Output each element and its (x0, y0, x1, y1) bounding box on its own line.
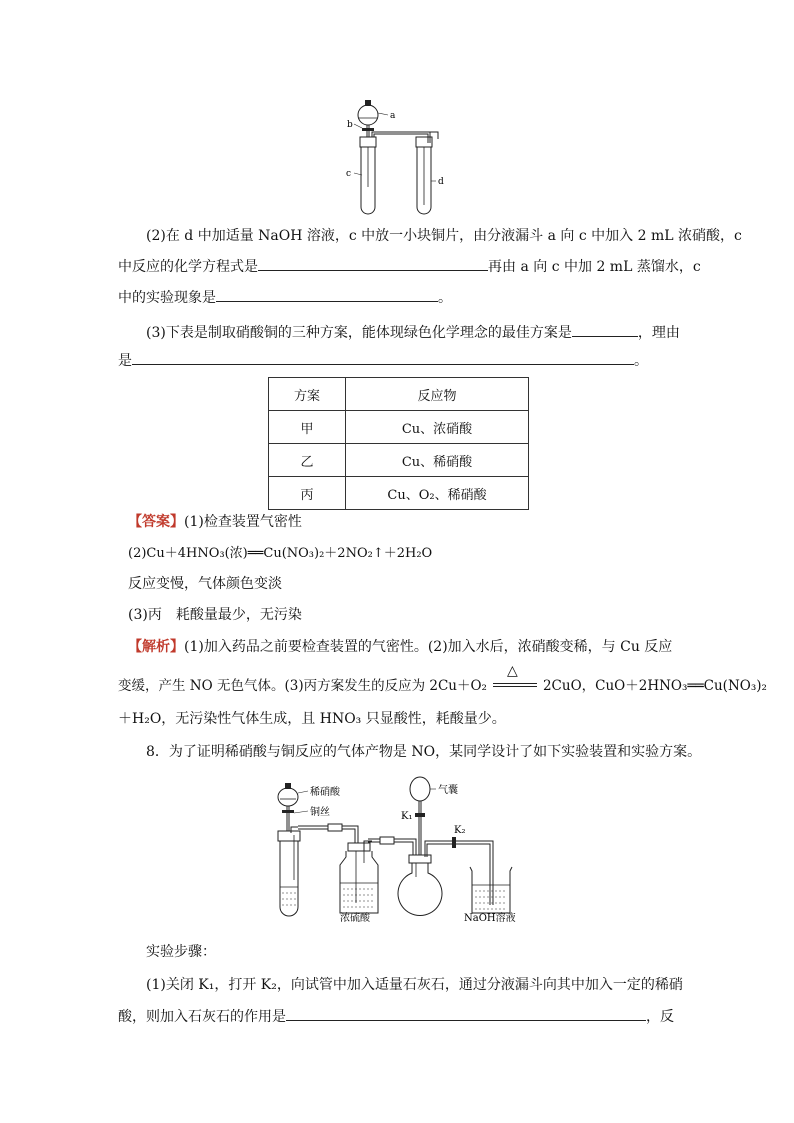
q2-line-3: 中的实验现象是 。 (118, 287, 452, 308)
analysis-line-2: 变缓，产生 NO 无色气体。(3)丙方案发生的反应为 2Cu＋O₂ △ 2CuO，CuO＋2HNO₃══Cu(NO₃)₂ (118, 676, 767, 697)
analysis-tag: 【解析】 (128, 639, 184, 655)
label-balloon: 气囊 (438, 785, 458, 796)
table-header: 方案 (269, 378, 346, 411)
answer-blank-best-plan[interactable] (572, 322, 638, 337)
table-header: 反应物 (346, 378, 529, 411)
label-d: d (438, 177, 444, 187)
answer-line-1: 【答案】(1)检查装置气密性 (128, 514, 302, 530)
label-dilute-nitric-acid: 稀硝酸 (310, 787, 340, 798)
answer-blank-limestone-role[interactable] (286, 1006, 646, 1021)
table-cell: Cu、浓硝酸 (346, 411, 529, 444)
step1-line-2: 酸，则加入石灰石的作用是 ，反 (118, 1006, 674, 1027)
analysis-line-1: 【解析】(1)加入药品之前要检查装置的气密性。(2)加入水后，浓硝酸变稀，与 Cu 反应 (128, 639, 673, 655)
valve-k1[interactable] (415, 813, 425, 817)
apparatus-figure-2 (268, 775, 538, 923)
apparatus-figure-1 (340, 95, 455, 220)
table-row (269, 444, 529, 477)
heat-condition-arrow (493, 662, 537, 697)
step1-line-1: (1)关闭 K₁，打开 K₂，向试管中加入适量石灰石，通过分液漏斗向其中加入一定的稀硝 (146, 977, 683, 993)
answer-line-4: (3)丙 耗酸量最少，无污染 (128, 607, 302, 623)
table-cell: Cu、O₂、稀硝酸 (346, 477, 529, 510)
naoh-beaker (470, 867, 512, 913)
plan-table (268, 377, 529, 510)
label-k1: K₁ (401, 811, 413, 822)
balloon (410, 777, 430, 801)
table-cell: 乙 (269, 444, 346, 477)
label-naoh-solution: NaOH溶液 (464, 913, 516, 923)
table-cell: 丙 (269, 477, 346, 510)
answer-blank-reason[interactable] (132, 350, 634, 365)
round-bottom-flask (398, 863, 442, 915)
stopper-c (360, 137, 376, 147)
answer-tag: 【答案】 (128, 514, 184, 530)
label-copper-wire: 铜丝 (310, 807, 330, 818)
table-cell: 甲 (269, 411, 346, 444)
steps-title: 实验步骤： (146, 944, 216, 960)
q2-line-1: (2)在 d 中加适量 NaOH 溶液，c 中放一小块铜片，由分液漏斗 a 向 c 中加入 2 mL 浓硝酸，c (146, 228, 742, 244)
answer-line-3: 反应变慢，气体颜色变淡 (128, 576, 282, 592)
funnel-stopper (365, 100, 371, 106)
table-row (269, 477, 529, 510)
answer-blank-phenomenon[interactable] (216, 287, 438, 302)
q3-line-2: 是 。 (118, 350, 648, 371)
label-c: c (346, 169, 352, 179)
table-header-row (269, 378, 529, 411)
label-k2: K₂ (454, 825, 466, 836)
label-a: a (390, 111, 396, 121)
heat-triangle: △ (506, 662, 518, 679)
q3-line-1: (3)下表是制取硝酸铜的三种方案，能体现绿色化学理念的最佳方案是 ，理由 (146, 322, 680, 343)
table-cell: Cu、稀硝酸 (346, 444, 529, 477)
washing-bottle (340, 851, 378, 913)
table-row (269, 411, 529, 444)
valve-k2[interactable] (452, 837, 456, 848)
q2-line-2: 中反应的化学方程式是 再由 a 向 c 中加 2 mL 蒸馏水，c (118, 256, 701, 277)
answer-line-2: (2)Cu＋4HNO₃(浓)══Cu(NO₃)₂＋2NO₂↑＋2H₂O (128, 546, 433, 561)
answer-blank-equation[interactable] (258, 256, 488, 271)
label-b: b (347, 120, 353, 130)
q8-stem: 8．为了证明稀硝酸与铜反应的气体产物是 NO，某同学设计了如下实验装置和实验方案。 (146, 744, 702, 760)
funnel-bulb (278, 788, 298, 806)
analysis-line-3: ＋H₂O，无污染性气体生成，且 HNO₃ 只显酸性，耗酸量少。 (118, 711, 506, 727)
label-conc-sulfuric-acid: 浓硫酸 (340, 913, 370, 923)
funnel-bulb (358, 105, 378, 125)
